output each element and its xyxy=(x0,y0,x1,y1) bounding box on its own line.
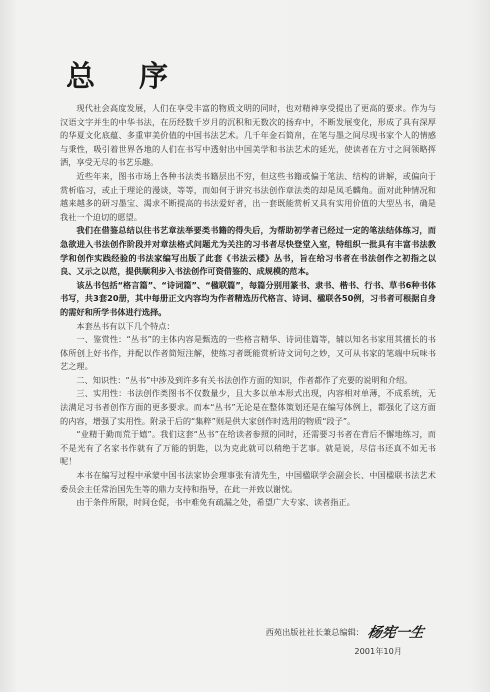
signature-label: 西苑出版社社长兼总编辑： xyxy=(265,626,364,637)
paragraph: 本书在编写过程中承蒙中国书法家协会理事张有清先生，中国楹联学会副会长、中国楹联书法艺术委员会主任常治国先生等的鼎力支持和指导，在此一并致以谢忱。 xyxy=(60,470,436,494)
preface-body xyxy=(60,102,436,510)
paragraph: 现代社会高度发展，人们在享受丰富的物质文明的同时，也对精神享受提出了更高的要求。作为与汉语文字并生的中华书法，在历经数千岁月的沉积和无数次的扬弃中，不断发展变化，形成了具有深厚的华夏文化底蕴、多重审美价值的中国书法艺术。几千年金石简帛，在笔与墨之间尽现书家个人的情感与秉性，吸引着世界各地的人们在书写中透射出中国美学和书法艺术的延光，使读者在方寸之间领略挥洒，享受无尽的书艺乐趣。 xyxy=(60,103,436,168)
signature-block xyxy=(266,622,424,657)
signature-date: 2001年10月 xyxy=(354,646,402,656)
paragraph: 一、鉴赏性：“丛书”的主体内容是甄选的一些格言精华、诗词佳篇等，辅以知名书家用其擅长的书体所创上好书作，并配以作者简短注解，使练习者既能赏析诗文词句之妙，又可从书家的笔端中玩味书艺之理。 xyxy=(60,334,436,372)
title-char-1: 总 xyxy=(66,59,96,93)
paragraph: “业精于勤而荒于嬉”。我们这套“丛书”在给读者参照的同时，还需要习书者在背后不懈地练习，而不是光有了名家书作就有了万能的钥匙，以为克此就可以稍绝于艺事。就是说，尽信书还真不如无书呢！ xyxy=(60,429,436,467)
paragraph: 近些年来，图书市场上各种书法类书籍层出不穷，但这些书籍或偏于笔法、结构的讲解，或偏向于赏析临习，或止于理论的漫谈，等等，而如何于讲究书法创作章法类的却是凤毛麟角。面对此种情况和越来越多的研习墨宝、渴求不断提高的书法爱好者，出一套既能赏析又具有实用价值的大型丛书，确是我社一个迫切的愿望。 xyxy=(60,170,436,222)
paragraph: 由于条件所限，时间仓促，书中难免有疏漏之处，希望广大专家、读者指正。 xyxy=(76,497,355,508)
paragraph: 三、实用性：书法创作类图书不仅数量少，且大多以单本形式出现，内容相对单薄，不成系统，无法满足习书者创作方面的更多要求。而本“丛书”无论是在整体策划还是在编写体例上，都强化了这方面的内容，增强了实用性。附录于后的“集粹”则是供大家创作时选用的物质“段子”。 xyxy=(60,388,436,426)
title-char-2: 序 xyxy=(139,59,169,93)
paragraph: 我们在借鉴总结以往书艺章法举要类书籍的得失后，为帮助初学者已经过一定的笔法结体练习，而急欲进入书法创作阶段并对章法格式问题尤为关注的习书者尽快登堂入室，特组织一批具有丰富书法教学和创作实践经验的书法家编写出版了此套《书法云楼》丛书，旨在给习书者在书法创作之初指之以良、又示之以范，提供顺利步入书法创作可资借鉴的、成规模的范本。 xyxy=(60,225,436,277)
paragraph: 二、知识性：“丛书”中涉及到许多有关书法创作方面的知识，作者都作了充要的说明和介绍。 xyxy=(76,374,413,385)
page-title xyxy=(66,54,168,95)
signature-name: 杨宪一生 xyxy=(366,625,426,641)
paragraph: 该丛书包括“格言篇”、“诗词篇”、“楹联篇”，每篇分别用篆书、隶书、楷书、行书、草书6种书体书写，共3套20册，其中每册正文内容均为作者精选历代格言、诗词、楹联各50例，习书者可根据自身的需好和所学书体进行选择。 xyxy=(60,279,436,317)
paragraph: 本套丛书有以下几个特点： xyxy=(76,320,175,331)
